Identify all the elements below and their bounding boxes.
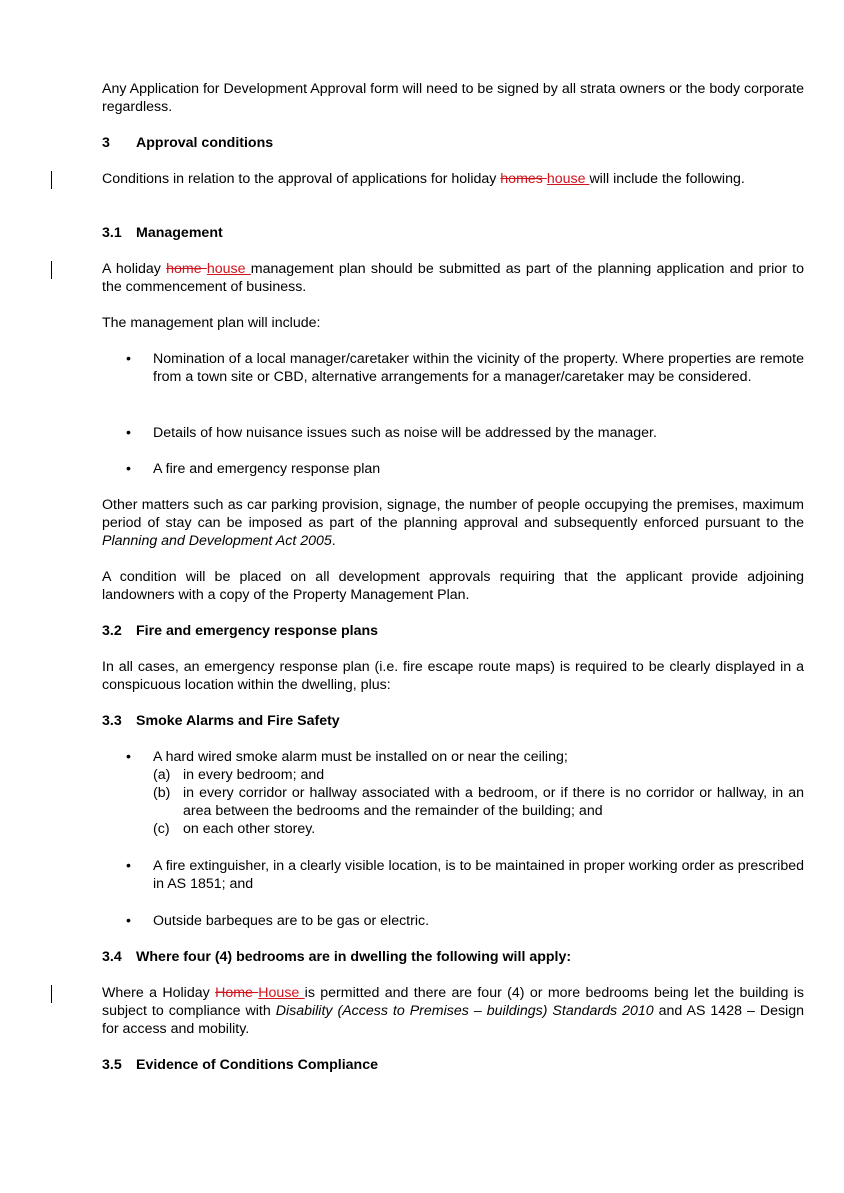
- bullet-icon: •: [126, 913, 131, 929]
- bullet-item: • A hard wired smoke alarm must be installed on or near the ceiling; (a) in every bedroom; and (b) in every corridor or hallway associated with a bedroom, or if there is no corridor or hallway, in an area between the bedrooms and the remainder of the building; and (c) on each other storey.: [126, 749, 804, 837]
- section-3-1-paragraph-2: The management plan will include:: [102, 315, 321, 331]
- change-bar: [51, 171, 52, 189]
- sub-item: (c) on each other storey.: [153, 821, 316, 837]
- bullet-item: • Details of how nuisance issues such as noise will be addressed by the manager.: [126, 425, 657, 441]
- bullet-item: • Nomination of a local manager/caretaker within the vicinity of the property. Where properties are remote from a town site or CBD, alternative arrangements for a manager/caretaker may be considered.: [126, 351, 804, 385]
- deleted-text: Home: [215, 985, 259, 1001]
- deleted-text: homes: [500, 171, 547, 187]
- section-3-2-paragraph: In all cases, an emergency response plan (i.e. fire escape route maps) is required to be clearly displayed in a conspicuous location within the dwelling, plus:: [102, 659, 804, 693]
- bullet-item: • Outside barbeques are to be gas or electric.: [126, 913, 430, 929]
- sub-item: (a) in every bedroom; and: [153, 767, 325, 783]
- bullet-icon: •: [126, 425, 131, 441]
- intro-paragraph: Any Application for Development Approval form will need to be signed by all strata owners or the body corporate regardless.: [102, 81, 804, 115]
- sub-item: (b) in every corridor or hallway associated with a bedroom, or if there is no corridor or hallway, in an area between the bedrooms and the remainder of the building; and: [153, 785, 804, 819]
- inserted-text: House: [258, 985, 305, 1001]
- section-3-5-heading: 3.5 Evidence of Conditions Compliance: [102, 1057, 379, 1073]
- inserted-text: house: [546, 171, 590, 187]
- section-3-paragraph: Conditions in relation to the approval of applications for holiday homes house will include the following.: [102, 171, 745, 187]
- section-3-4-paragraph: Where a Holiday Home House is permitted and there are four (4) or more bedrooms being let the building is subject to compliance with Disability (Access to Premises – buildings) Standards 2010 and AS 1428 – Design for access and mobility.: [102, 985, 804, 1037]
- section-3-2-heading: 3.2 Fire and emergency response plans: [102, 623, 379, 639]
- bullet-item: • A fire extinguisher, in a clearly visible location, is to be maintained in proper working order as prescribed in AS 1851; and: [126, 858, 804, 892]
- section-3-1-paragraph-4: A condition will be placed on all development approvals requiring that the applicant provide adjoining landowners with a copy of the Property Management Plan.: [102, 569, 804, 603]
- section-3-heading: 3 Approval conditions: [102, 135, 274, 151]
- change-bar: [51, 985, 52, 1003]
- bullet-icon: •: [126, 858, 131, 874]
- section-3-1-paragraph-3: Other matters such as car parking provision, signage, the number of people occupying the premises, maximum period of stay can be imposed as part of the planning approval and subsequently enforced pursuant to the Planning and Development Act 2005.: [102, 497, 804, 549]
- section-3-4-heading: 3.4 Where four (4) bedrooms are in dwelling the following will apply:: [102, 949, 572, 965]
- bullet-icon: •: [126, 351, 131, 367]
- bullet-item: • A fire and emergency response plan: [126, 461, 381, 477]
- section-3-3-heading: 3.3 Smoke Alarms and Fire Safety: [102, 713, 340, 729]
- bullet-icon: •: [126, 749, 131, 765]
- bullet-icon: •: [126, 461, 131, 477]
- change-bar: [51, 261, 52, 279]
- section-3-1-heading: 3.1 Management: [102, 225, 223, 241]
- inserted-text: house: [206, 261, 251, 277]
- section-3-1-paragraph-1: A holiday home house management plan should be submitted as part of the planning application and prior to the commencement of business.: [102, 261, 804, 295]
- deleted-text: home: [166, 261, 207, 277]
